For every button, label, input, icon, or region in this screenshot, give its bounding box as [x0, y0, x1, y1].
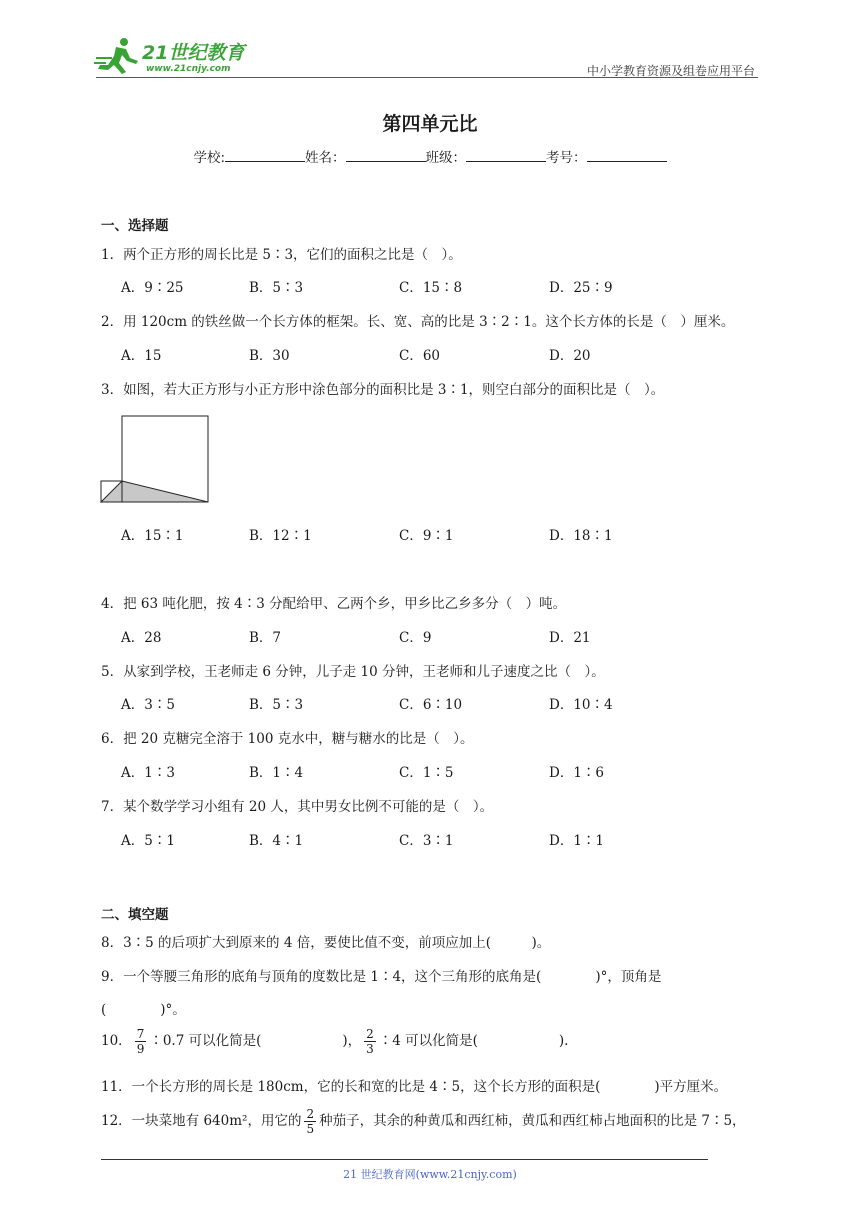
- q4-option-d: D．21: [549, 630, 591, 646]
- class-label: 班级：: [425, 150, 467, 166]
- question-12: [101, 1107, 746, 1136]
- q6-option-a: A．1∶3: [121, 765, 175, 781]
- q1-option-b: B．5∶3: [249, 280, 304, 296]
- runner-logo-icon: [94, 36, 142, 76]
- q12-suffix: 种茄子，其余的种黄瓜和西红柿，黄瓜和西红柿占地面积的比是 7∶5，: [319, 1113, 746, 1129]
- question-11: 11．一个长方形的周长是 180cm，它的长和宽的比是 4∶5，这个长方形的面积是( )平方厘米。: [101, 1079, 728, 1095]
- q10-middle-1: ∶0.7 可以化简是( )，: [149, 1033, 362, 1049]
- q7-option-b: B．4∶1: [249, 833, 304, 849]
- student-info-line: [0, 146, 860, 166]
- q5-option-d: D．10∶4: [549, 697, 613, 713]
- q3-option-a: A．15∶1: [121, 528, 184, 544]
- q12-frac-denominator: 5: [306, 1122, 315, 1136]
- school-label: 学校:: [193, 150, 226, 166]
- q1-option-a: A．9∶25: [121, 280, 184, 296]
- question-1: 1．两个正方形的周长比是 5∶3，它们的面积之比是（ ）。: [101, 247, 462, 263]
- q3-option-c: C．9∶1: [399, 528, 454, 544]
- name-blank: [346, 149, 426, 162]
- class-blank: [466, 149, 546, 162]
- q10-frac2-denominator: 3: [366, 1042, 374, 1056]
- q7-option-c: C．3∶1: [399, 833, 454, 849]
- q3-option-d: D．18∶1: [549, 528, 613, 544]
- site-logo: [94, 36, 264, 76]
- q2-option-a: A．15: [121, 348, 162, 364]
- section-heading-choice: 一、选择题: [101, 218, 169, 234]
- footer-divider: [101, 1159, 708, 1160]
- exam-no-label: 考号：: [546, 150, 587, 166]
- section-heading-fill: 二、填空题: [101, 907, 169, 923]
- q10-fraction-2: [364, 1027, 376, 1056]
- q4-option-b: B．7: [249, 630, 282, 646]
- exam-no-blank: [587, 149, 667, 162]
- question-5: 5．从家到学校，王老师走 6 分钟，儿子走 10 分钟，王老师和儿子速度之比（ ）。: [101, 664, 605, 680]
- q12-prefix: 12．一块菜地有 640m²，用它的: [101, 1113, 302, 1129]
- q2-option-b: B．30: [249, 348, 290, 364]
- q7-option-a: A．5∶1: [121, 833, 175, 849]
- q4-option-a: A．28: [121, 630, 162, 646]
- name-label: 姓名：: [305, 150, 346, 166]
- square-figure: [100, 415, 210, 505]
- q1-option-c: C．15∶8: [399, 280, 463, 296]
- question-9-line-1: 9．一个等腰三角形的底角与顶角的度数比是 1∶4，这个三角形的底角是( )°，顶角是: [101, 969, 662, 985]
- q10-frac1-numerator: 7: [136, 1027, 145, 1041]
- question-4: 4．把 63 吨化肥，按 4∶3 分配给甲、乙两个乡，甲乡比乙乡多分（ ）吨。: [101, 596, 567, 612]
- q10-fraction-1: [135, 1027, 147, 1056]
- q7-option-d: D．1∶1: [549, 833, 605, 849]
- question-7: 7．某个数学学习小组有 20 人，其中男女比例不可能的是（ ）。: [101, 799, 494, 815]
- q10-prefix: 10．: [101, 1033, 132, 1049]
- q10-frac2-numerator: 2: [366, 1027, 374, 1041]
- footer-source: 21 世纪教育网(www.21cnjy.com): [343, 1168, 517, 1181]
- q6-option-b: B．1∶4: [249, 765, 304, 781]
- question-3: 3．如图，若大正方形与小正方形中涂色部分的面积比是 3∶1，则空白部分的面积比是（ ）。: [101, 382, 665, 398]
- q1-option-d: D．25∶9: [549, 280, 613, 296]
- header-divider: [96, 77, 758, 78]
- header-platform-text: 中小学教育资源及组卷应用平台: [586, 64, 755, 78]
- q12-fraction: [304, 1107, 316, 1136]
- q10-middle-2: ∶4 可以化简是( ).: [378, 1033, 569, 1049]
- q3-option-b: B．12∶1: [249, 528, 312, 544]
- q6-option-c: C．1∶5: [399, 765, 454, 781]
- q10-frac1-denominator: 9: [136, 1042, 145, 1056]
- logo-url: www.21cnjy.com: [146, 64, 231, 74]
- q12-frac-numerator: 2: [306, 1107, 315, 1121]
- q5-option-a: A．3∶5: [121, 697, 175, 713]
- question-9-line-2: ( )°。: [101, 1002, 186, 1018]
- question-8: 8．3∶5 的后项扩大到原来的 4 倍，要使比值不变，前项应加上( )。: [101, 935, 551, 951]
- q5-option-b: B．5∶3: [249, 697, 304, 713]
- q4-option-c: C．9: [399, 630, 432, 646]
- q2-option-d: D．20: [549, 348, 591, 364]
- q2-option-c: C．60: [399, 348, 441, 364]
- logo-name: 21世纪教育: [142, 42, 245, 64]
- school-blank: [225, 149, 305, 162]
- q6-option-d: D．1∶6: [549, 765, 605, 781]
- question-2: 2．用 120cm 的铁丝做一个长方体的框架。长、宽、高的比是 3∶2∶1。这个长方体的长是（ ）厘米。: [101, 314, 735, 330]
- q5-option-c: C．6∶10: [399, 697, 463, 713]
- question-6: 6．把 20 克糖完全溶于 100 克水中，糖与糖水的比是（ ）。: [101, 731, 474, 747]
- page-title: 第四单元比: [382, 113, 478, 135]
- question-10: [101, 1027, 568, 1056]
